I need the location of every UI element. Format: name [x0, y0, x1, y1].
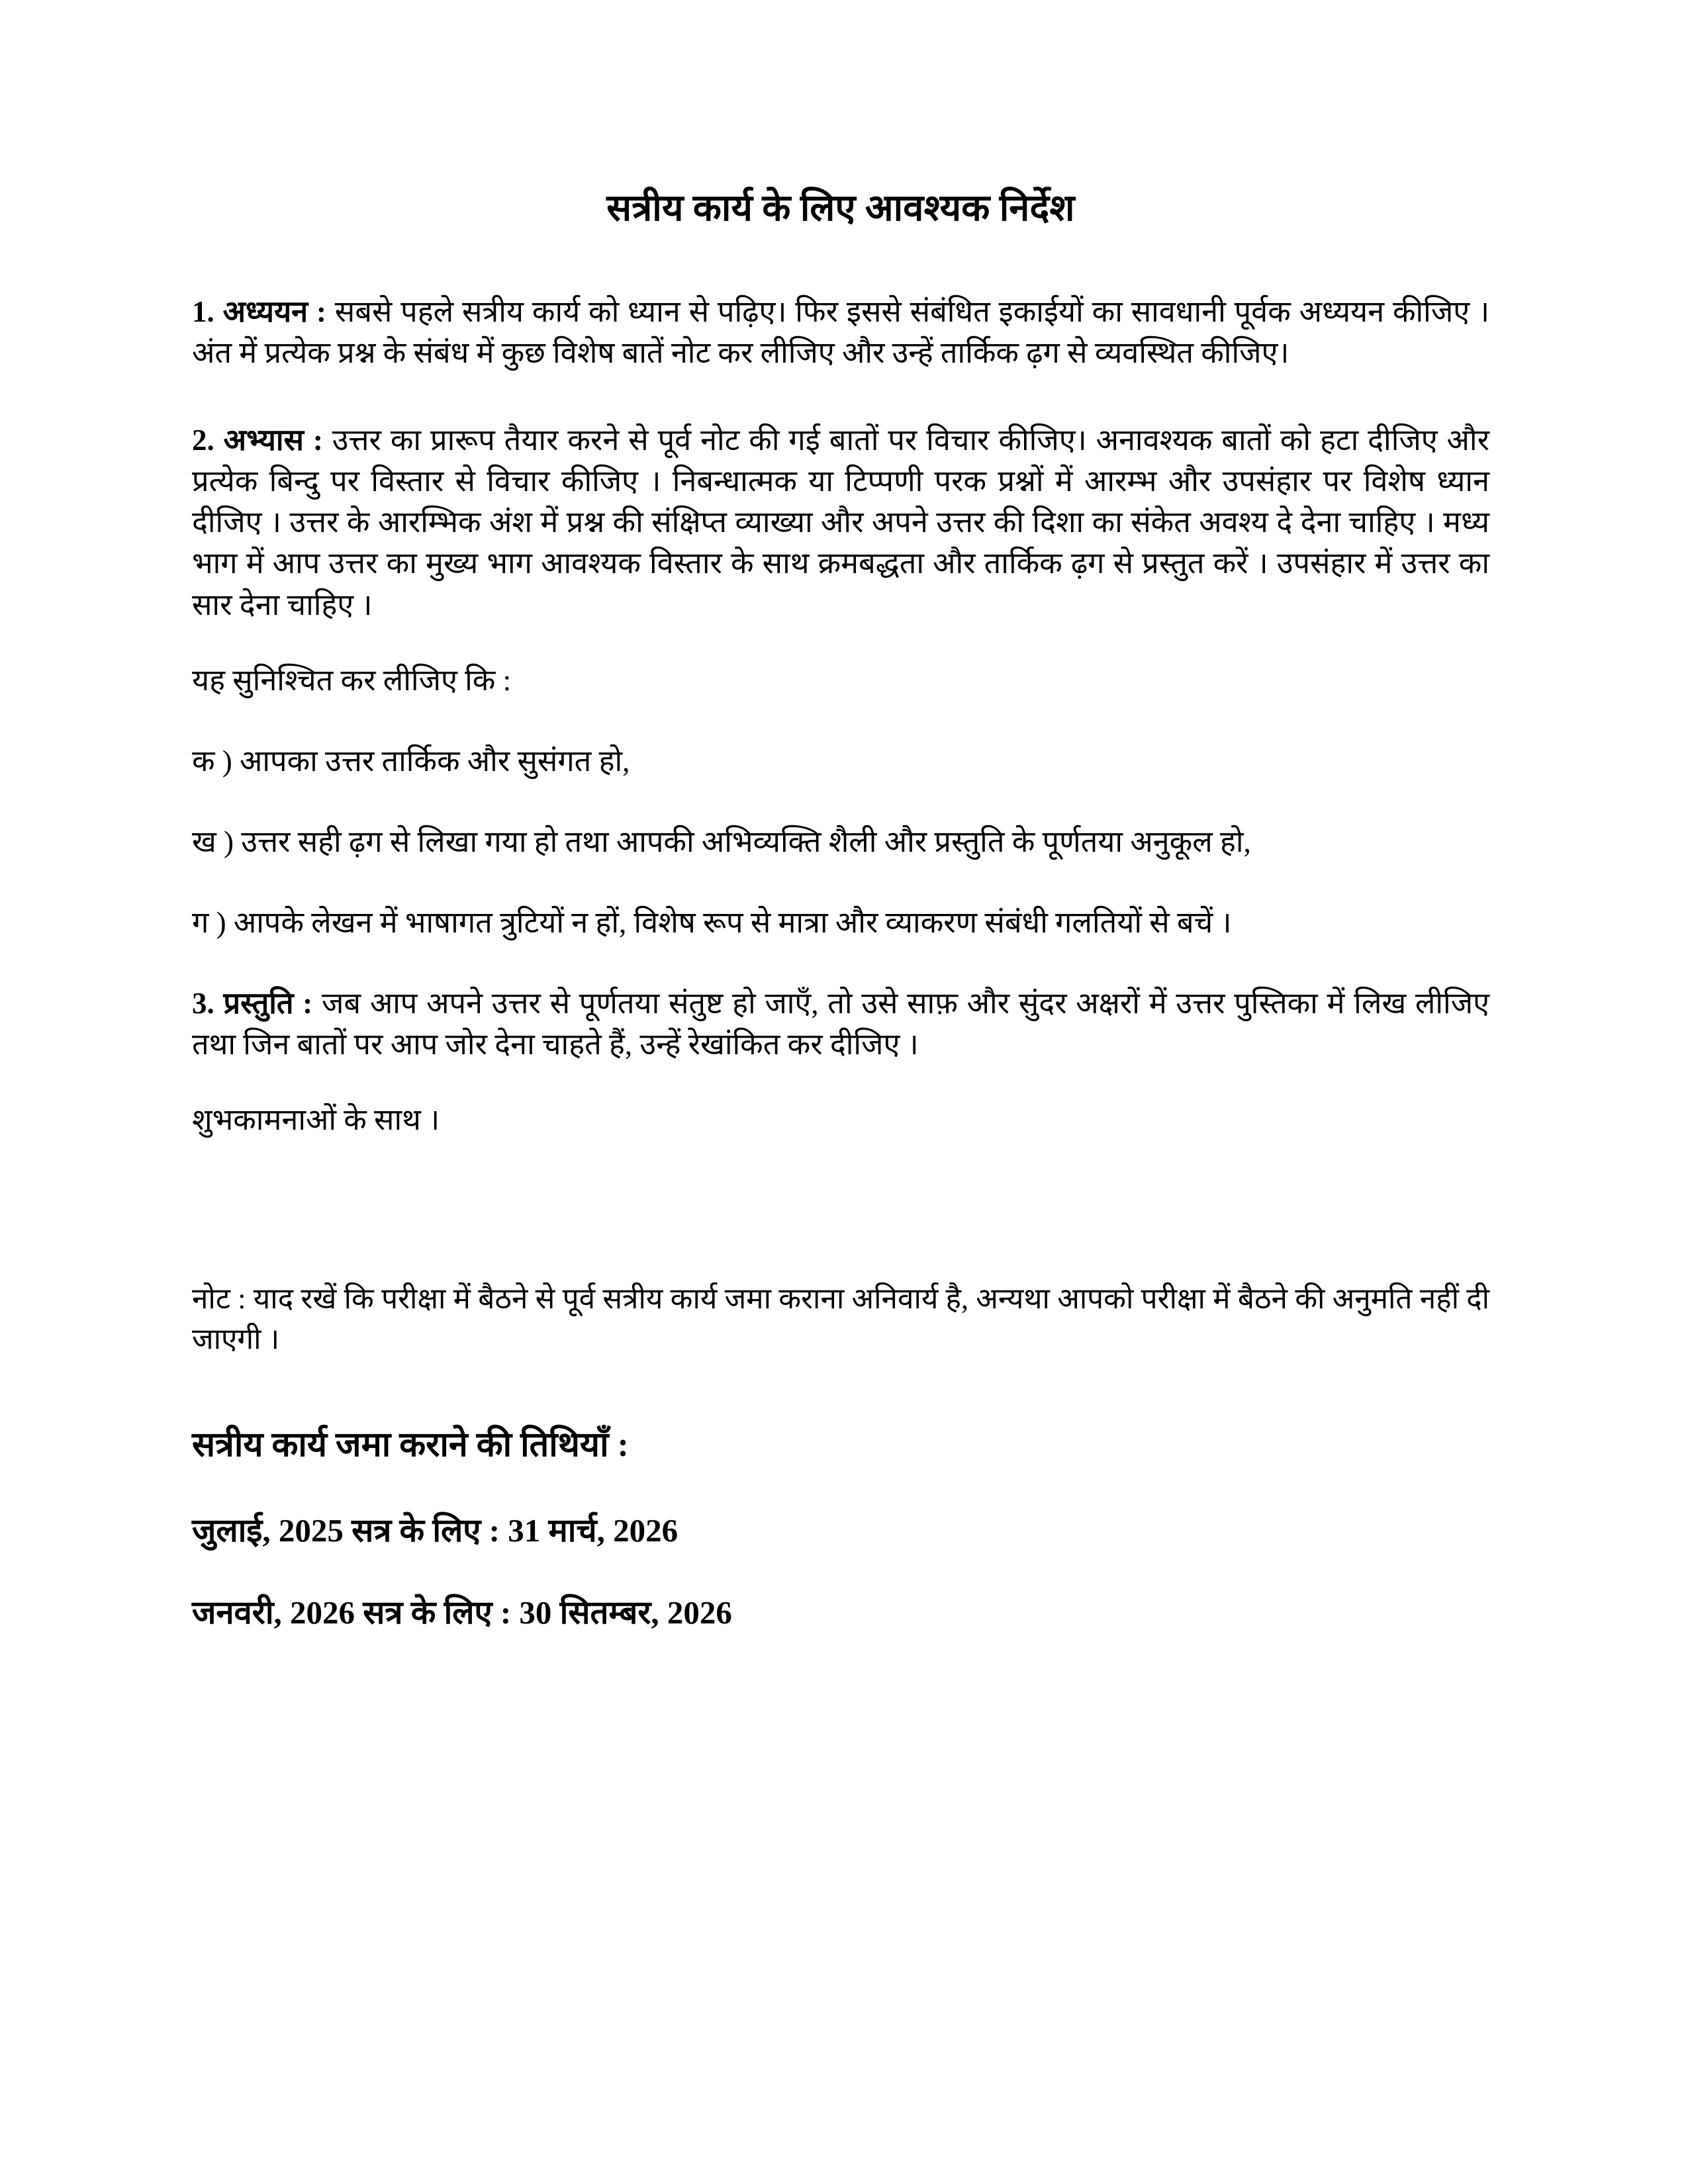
ensure-intro-text: यह सुनिश्चित कर लीजिए कि : [192, 663, 512, 697]
instruction-item-3-body: जब आप अपने उत्तर से पूर्णतया संतुष्ट हो जाएँ, तो उसे साफ़ और सुंदर अक्षरों में उत्तर पुस्तिका में लिख लीजिए तथा जिन बातों पर आप जोर देना चाहते हैं, उन्हें रेखांकित कर दीजिए । [192, 987, 1489, 1062]
paragraph-gap [192, 408, 1489, 420]
instruction-item-3 [192, 983, 1489, 1065]
instruction-item-2 [192, 420, 1489, 625]
closing-text: शुभकामनाओं के साथ । [192, 1103, 440, 1137]
instruction-item-1-lead: 1. अध्ययन : [192, 295, 326, 328]
sub-item-kha: ख ) उत्तर सही ढ़ग से लिखा गया हो तथा आपकी अभिव्यक्ति शैली और प्रस्तुति के पूर्णतया अनुकूल हो, [192, 825, 1251, 858]
dates-heading: सत्रीय कार्य जमा कराने की तिथियाँ : [192, 1426, 629, 1464]
date-line-january-session: जनवरी, 2026 सत्र के लिए : 30 सितम्बर, 2026 [192, 1594, 732, 1631]
instruction-item-2-lead: 2. अभ्यास : [192, 424, 323, 457]
sub-item-ga: ग ) आपके लेखन में भाषागत त्रुटियों न हों, विशेष रूप से मात्रा और व्याकरण संबंधी गलतियों से बचें । [192, 905, 1232, 939]
instruction-item-2-body: उत्तर का प्रारूप तैयार करने से पूर्व नोट की गई बातों पर विचार कीजिए। अनावश्यक बातों को हटा दीजिए और प्रत्येक बिन्दु पर विस्तार से विचार कीजिए । निबन्धात्मक या टिप्पणी परक प्रश्नों में आरम्भ और उपसंहार पर विशेष ध्यान दीजिए । उत्तर के आरम्भिक अंश में प्रश्न की संक्षिप्त व्याख्या और अपने उत्तर की दिशा का संकेत अवश्य दे देना चाहिए । मध्य भाग में आप उत्तर का मुख्य भाग आवश्यक विस्तार के साथ क्रमबद्धता और तार्किक ढ़ग से प्रस्तुत करें । उपसंहार में उत्तर का सार देना चाहिए । [192, 424, 1489, 621]
page-title: सत्रीय कार्य के लिए आवश्यक निर्देश [606, 188, 1075, 229]
sub-item-ka: क ) आपका उत्तर तार्किक और सुसंगत हो, [192, 744, 630, 778]
section-gap [192, 1180, 1489, 1279]
instruction-item-3-lead: 3. प्रस्तुति : [192, 987, 313, 1021]
note-text: नोट : याद रखें कि परीक्षा में बैठने से पूर्व सत्रीय कार्य जमा कराना अनिवार्य है, अन्यथा आपको परीक्षा में बैठने की अनुमति नहीं दी जाएगी । [192, 1283, 1489, 1356]
instruction-item-1 [192, 291, 1489, 373]
instruction-item-1-body: सबसे पहले सत्रीय कार्य को ध्यान से पढ़िए। फिर इससे संबंधित इकाईयों का सावधानी पूर्वक अध्ययन कीजिए । अंत में प्रत्येक प्रश्न के संबंध में कुछ विशेष बातें नोट कर लीजिए और उन्हें तार्किक ढ़ग से व्यवस्थित कीजिए। [192, 295, 1490, 370]
date-line-july-session: जुलाई, 2025 सत्र के लिए : 31 मार्च, 2026 [192, 1512, 679, 1549]
